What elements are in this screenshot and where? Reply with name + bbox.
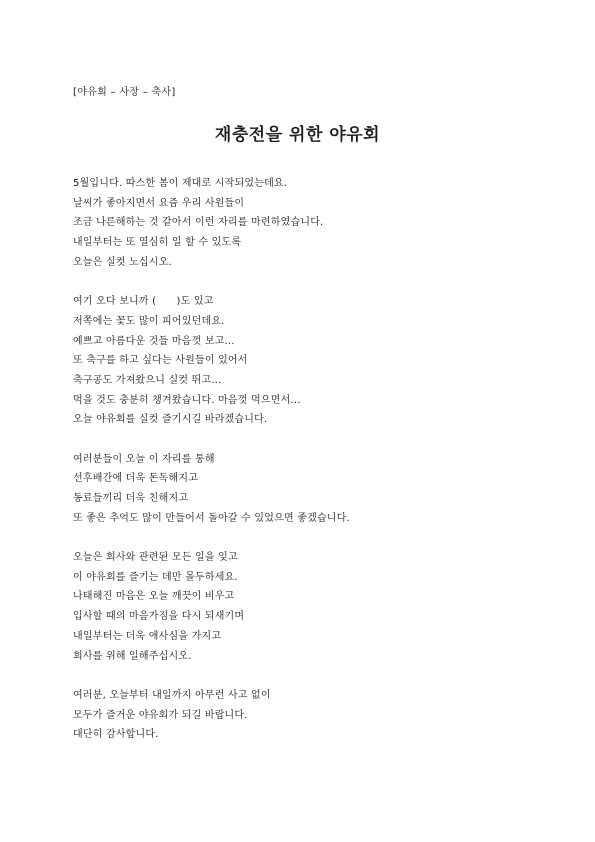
- text-line: 여러분, 오늘부터 내일까지 아무런 사고 없이: [73, 689, 271, 701]
- text-line: 내일부터는 또 열심히 일 할 수 있도록: [73, 237, 242, 249]
- paragraph-2: [73, 292, 533, 430]
- text-line: 선후배간에 더욱 돈독해지고: [73, 473, 199, 485]
- text-line: 대단히 감사합니다.: [73, 729, 159, 741]
- text-line: 오늘 야유회를 실컷 즐기시길 바라겠습니다.: [73, 414, 268, 426]
- text-line: 이 야유회를 즐기는 데만 몰두하세요.: [73, 571, 238, 583]
- text-line: 축구공도 가져왔으니 실컷 뛰고...: [73, 374, 222, 386]
- text-line: 날씨가 좋아지면서 요즘 우리 사원들이: [73, 197, 245, 209]
- text-line: 먹을 것도 충분히 챙겨왔습니다. 마음껏 먹으면서...: [73, 394, 301, 406]
- text-line: 또 좋은 추억도 많이 만들어서 돌아갈 수 있었으면 좋겠습니다.: [73, 512, 350, 524]
- text-line: 예쁘고 아름다운 것들 마음껏 보고...: [73, 335, 235, 347]
- text-line: 오늘은 회사와 관련된 모든 일을 잊고: [73, 552, 238, 564]
- document-title: 재충전을 위한 야유회: [214, 125, 381, 145]
- text-line: 오늘은 실컷 노십시오.: [73, 256, 172, 268]
- text-line: 5월입니다. 따스한 봄이 제대로 시작되었는데요.: [73, 178, 288, 189]
- text-line: 저쪽에는 꽃도 많이 피어있던데요.: [73, 315, 225, 327]
- text-line: 동료들끼리 더욱 친해지고: [73, 493, 189, 504]
- text-line: 회사를 위해 일해주십시오.: [73, 650, 192, 662]
- text-line: 여기 오다 보니까 ( )도 있고: [73, 296, 214, 308]
- text-line: 모두가 즐거운 야유회가 되길 바랍니다.: [73, 709, 248, 721]
- document-body: [73, 174, 533, 765]
- text-line: 내일부터는 더욱 애사심을 가지고: [73, 630, 222, 642]
- paragraph-5: [73, 686, 533, 745]
- document-header-tag: [야유회 – 사장 – 축사]: [73, 87, 176, 98]
- paragraph-3: [73, 450, 533, 529]
- text-line: 입사할 때의 마음가짐을 다시 되새기며: [73, 611, 245, 623]
- text-line: 여러분들이 오늘 이 자리를 통해: [73, 453, 215, 465]
- text-line: 나태해진 마음은 오늘 깨끗이 비우고: [73, 591, 235, 603]
- paragraph-1: [73, 174, 533, 272]
- paragraph-4: [73, 548, 533, 666]
- text-line: 또 축구를 하고 싶다는 사원들이 있어서: [73, 355, 248, 367]
- text-line: 조금 나른해하는 것 같아서 이런 자리를 마련하였습니다.: [73, 217, 324, 229]
